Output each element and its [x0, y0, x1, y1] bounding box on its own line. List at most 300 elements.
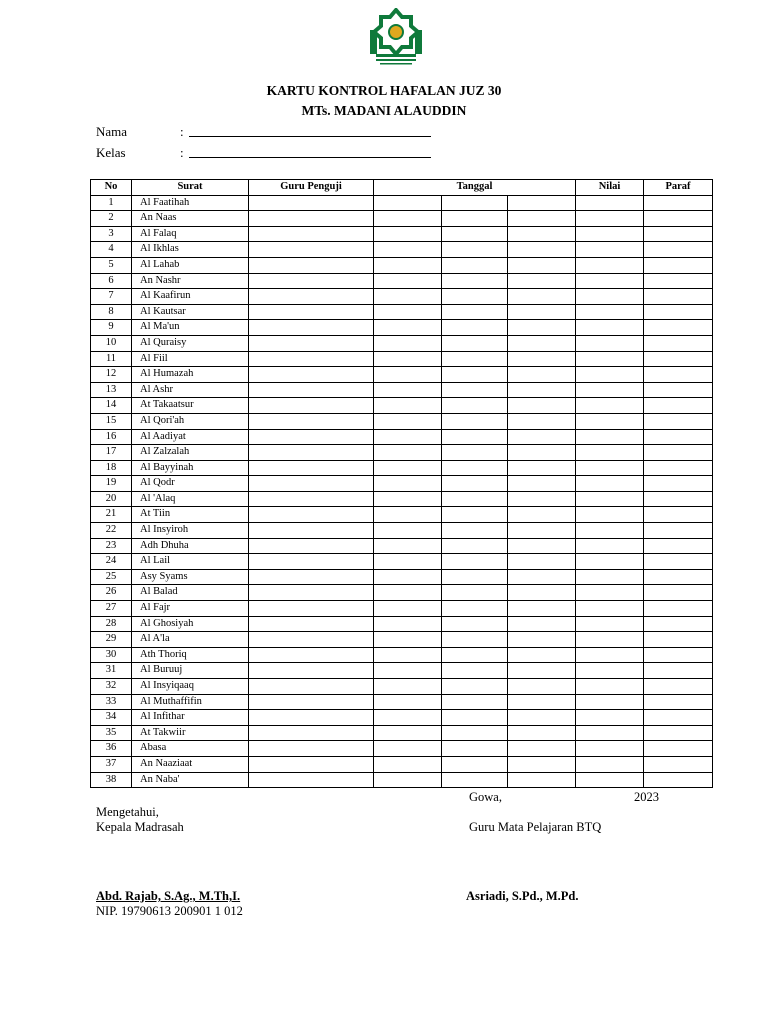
- cell-tanggal-1[interactable]: [374, 257, 442, 273]
- cell-tanggal-2[interactable]: [442, 569, 508, 585]
- cell-tanggal-1[interactable]: [374, 756, 442, 772]
- cell-tanggal-2[interactable]: [442, 320, 508, 336]
- cell-nilai[interactable]: [576, 694, 644, 710]
- cell-guru-penguji[interactable]: [249, 226, 374, 242]
- cell-guru-penguji[interactable]: [249, 429, 374, 445]
- row-surat: Al Zalzalah: [132, 445, 249, 461]
- cell-paraf[interactable]: [644, 507, 713, 523]
- cell-paraf[interactable]: [644, 772, 713, 788]
- cell-tanggal-3[interactable]: [508, 429, 576, 445]
- table-row: [91, 616, 713, 632]
- signatory-right-name: Asriadi, S.Pd., M.Pd.: [466, 889, 579, 903]
- cell-tanggal-2[interactable]: [442, 335, 508, 351]
- cell-tanggal-3[interactable]: [508, 491, 576, 507]
- cell-tanggal-3[interactable]: [508, 616, 576, 632]
- row-surat: Al Qori'ah: [132, 413, 249, 429]
- cell-guru-penguji[interactable]: [249, 601, 374, 617]
- cell-tanggal-2[interactable]: [442, 195, 508, 211]
- cell-tanggal-1[interactable]: [374, 382, 442, 398]
- cell-tanggal-3[interactable]: [508, 445, 576, 461]
- table-row: [91, 429, 713, 445]
- row-no: 30: [91, 647, 132, 663]
- cell-tanggal-3[interactable]: [508, 398, 576, 414]
- cell-tanggal-1[interactable]: [374, 429, 442, 445]
- cell-tanggal-3[interactable]: [508, 413, 576, 429]
- row-surat: Al Fiil: [132, 351, 249, 367]
- cell-guru-penguji[interactable]: [249, 257, 374, 273]
- cell-nilai[interactable]: [576, 242, 644, 258]
- cell-nilai[interactable]: [576, 491, 644, 507]
- cell-tanggal-2[interactable]: [442, 273, 508, 289]
- cell-tanggal-3[interactable]: [508, 663, 576, 679]
- cell-guru-penguji[interactable]: [249, 507, 374, 523]
- cell-tanggal-2[interactable]: [442, 616, 508, 632]
- cell-paraf[interactable]: [644, 398, 713, 414]
- cell-tanggal-2[interactable]: [442, 242, 508, 258]
- cell-tanggal-3[interactable]: [508, 507, 576, 523]
- cell-nilai[interactable]: [576, 569, 644, 585]
- cell-tanggal-2[interactable]: [442, 725, 508, 741]
- cell-tanggal-1[interactable]: [374, 289, 442, 305]
- row-no: 9: [91, 320, 132, 336]
- cell-tanggal-3[interactable]: [508, 679, 576, 695]
- cell-tanggal-1[interactable]: [374, 585, 442, 601]
- table-row: [91, 335, 713, 351]
- cell-tanggal-1[interactable]: [374, 195, 442, 211]
- row-surat: Al Bayyinah: [132, 460, 249, 476]
- cell-paraf[interactable]: [644, 226, 713, 242]
- cell-guru-penguji[interactable]: [249, 741, 374, 757]
- cell-tanggal-3[interactable]: [508, 538, 576, 554]
- cell-nilai[interactable]: [576, 273, 644, 289]
- cell-nilai[interactable]: [576, 335, 644, 351]
- table-row: [91, 398, 713, 414]
- row-no: 34: [91, 710, 132, 726]
- cell-paraf[interactable]: [644, 382, 713, 398]
- cell-nilai[interactable]: [576, 679, 644, 695]
- cell-nilai[interactable]: [576, 632, 644, 648]
- cell-tanggal-3[interactable]: [508, 585, 576, 601]
- cell-guru-penguji[interactable]: [249, 351, 374, 367]
- row-surat: Al Humazah: [132, 367, 249, 383]
- row-surat: At Tiin: [132, 507, 249, 523]
- table-row: [91, 367, 713, 383]
- cell-tanggal-2[interactable]: [442, 304, 508, 320]
- cell-paraf[interactable]: [644, 289, 713, 305]
- cell-tanggal-2[interactable]: [442, 554, 508, 570]
- cell-paraf[interactable]: [644, 413, 713, 429]
- cell-guru-penguji[interactable]: [249, 413, 374, 429]
- cell-tanggal-1[interactable]: [374, 601, 442, 617]
- row-no: 4: [91, 242, 132, 258]
- cell-tanggal-1[interactable]: [374, 211, 442, 227]
- cell-nilai[interactable]: [576, 710, 644, 726]
- cell-tanggal-3[interactable]: [508, 382, 576, 398]
- cell-paraf[interactable]: [644, 663, 713, 679]
- cell-tanggal-1[interactable]: [374, 335, 442, 351]
- cell-paraf[interactable]: [644, 554, 713, 570]
- cell-guru-penguji[interactable]: [249, 538, 374, 554]
- cell-nilai[interactable]: [576, 413, 644, 429]
- cell-guru-penguji[interactable]: [249, 382, 374, 398]
- cell-guru-penguji[interactable]: [249, 211, 374, 227]
- cell-guru-penguji[interactable]: [249, 569, 374, 585]
- cell-guru-penguji[interactable]: [249, 585, 374, 601]
- cell-paraf[interactable]: [644, 476, 713, 492]
- cell-tanggal-1[interactable]: [374, 413, 442, 429]
- cell-tanggal-2[interactable]: [442, 289, 508, 305]
- row-surat: Al A'la: [132, 632, 249, 648]
- cell-paraf[interactable]: [644, 585, 713, 601]
- cell-tanggal-2[interactable]: [442, 756, 508, 772]
- cell-tanggal-1[interactable]: [374, 351, 442, 367]
- cell-guru-penguji[interactable]: [249, 679, 374, 695]
- cell-guru-penguji[interactable]: [249, 242, 374, 258]
- row-surat: Al Ghosiyah: [132, 616, 249, 632]
- cell-tanggal-3[interactable]: [508, 772, 576, 788]
- cell-guru-penguji[interactable]: [249, 335, 374, 351]
- row-surat: An Naba': [132, 772, 249, 788]
- row-no: 19: [91, 476, 132, 492]
- cell-tanggal-1[interactable]: [374, 538, 442, 554]
- cell-tanggal-1[interactable]: [374, 491, 442, 507]
- cell-paraf[interactable]: [644, 632, 713, 648]
- row-surat: Al Ikhlas: [132, 242, 249, 258]
- cell-tanggal-3[interactable]: [508, 710, 576, 726]
- cell-paraf[interactable]: [644, 429, 713, 445]
- table-row: [91, 211, 713, 227]
- cell-tanggal-1[interactable]: [374, 694, 442, 710]
- cell-nilai[interactable]: [576, 289, 644, 305]
- nama-field[interactable]: [189, 124, 431, 137]
- cell-tanggal-3[interactable]: [508, 523, 576, 539]
- table-row: [91, 647, 713, 663]
- cell-tanggal-2[interactable]: [442, 632, 508, 648]
- cell-tanggal-3[interactable]: [508, 289, 576, 305]
- cell-tanggal-2[interactable]: [442, 491, 508, 507]
- cell-tanggal-2[interactable]: [442, 460, 508, 476]
- cell-tanggal-3[interactable]: [508, 226, 576, 242]
- cell-tanggal-3[interactable]: [508, 304, 576, 320]
- cell-tanggal-3[interactable]: [508, 725, 576, 741]
- cell-nilai[interactable]: [576, 398, 644, 414]
- row-no: 31: [91, 663, 132, 679]
- cell-tanggal-1[interactable]: [374, 569, 442, 585]
- kelas-label: Kelas: [96, 145, 126, 160]
- cell-nilai[interactable]: [576, 257, 644, 273]
- cell-tanggal-3[interactable]: [508, 476, 576, 492]
- cell-tanggal-3[interactable]: [508, 460, 576, 476]
- cell-tanggal-3[interactable]: [508, 647, 576, 663]
- row-no: 10: [91, 335, 132, 351]
- table-row: [91, 554, 713, 570]
- cell-tanggal-1[interactable]: [374, 741, 442, 757]
- cell-nilai[interactable]: [576, 351, 644, 367]
- cell-tanggal-1[interactable]: [374, 554, 442, 570]
- cell-nilai[interactable]: [576, 756, 644, 772]
- row-no: 21: [91, 507, 132, 523]
- cell-tanggal-2[interactable]: [442, 523, 508, 539]
- cell-tanggal-1[interactable]: [374, 679, 442, 695]
- cell-tanggal-1[interactable]: [374, 507, 442, 523]
- cell-paraf[interactable]: [644, 725, 713, 741]
- cell-nilai[interactable]: [576, 523, 644, 539]
- cell-guru-penguji[interactable]: [249, 289, 374, 305]
- cell-guru-penguji[interactable]: [249, 476, 374, 492]
- cell-tanggal-2[interactable]: [442, 257, 508, 273]
- cell-paraf[interactable]: [644, 647, 713, 663]
- cell-nilai[interactable]: [576, 741, 644, 757]
- cell-tanggal-3[interactable]: [508, 367, 576, 383]
- cell-nilai[interactable]: [576, 507, 644, 523]
- cell-guru-penguji[interactable]: [249, 710, 374, 726]
- cell-guru-penguji[interactable]: [249, 647, 374, 663]
- cell-paraf[interactable]: [644, 710, 713, 726]
- cell-paraf[interactable]: [644, 538, 713, 554]
- cell-tanggal-1[interactable]: [374, 476, 442, 492]
- cell-tanggal-2[interactable]: [442, 429, 508, 445]
- cell-paraf[interactable]: [644, 741, 713, 757]
- cell-tanggal-3[interactable]: [508, 741, 576, 757]
- row-surat: An Naaziaat: [132, 756, 249, 772]
- table-row: [91, 601, 713, 617]
- cell-nilai[interactable]: [576, 585, 644, 601]
- cell-guru-penguji[interactable]: [249, 273, 374, 289]
- table-row: [91, 585, 713, 601]
- cell-nilai[interactable]: [576, 663, 644, 679]
- table-header-row: [91, 180, 713, 196]
- row-no: 29: [91, 632, 132, 648]
- cell-tanggal-2[interactable]: [442, 694, 508, 710]
- cell-guru-penguji[interactable]: [249, 523, 374, 539]
- cell-tanggal-2[interactable]: [442, 226, 508, 242]
- cell-tanggal-3[interactable]: [508, 632, 576, 648]
- cell-nilai[interactable]: [576, 601, 644, 617]
- row-surat: Al Falaq: [132, 226, 249, 242]
- cell-nilai[interactable]: [576, 195, 644, 211]
- cell-tanggal-2[interactable]: [442, 398, 508, 414]
- cell-tanggal-2[interactable]: [442, 538, 508, 554]
- cell-nilai[interactable]: [576, 538, 644, 554]
- table-row: [91, 491, 713, 507]
- cell-tanggal-2[interactable]: [442, 601, 508, 617]
- cell-nilai[interactable]: [576, 320, 644, 336]
- cell-paraf[interactable]: [644, 242, 713, 258]
- cell-tanggal-1[interactable]: [374, 226, 442, 242]
- cell-tanggal-2[interactable]: [442, 211, 508, 227]
- cell-tanggal-1[interactable]: [374, 367, 442, 383]
- cell-tanggal-3[interactable]: [508, 257, 576, 273]
- cell-tanggal-3[interactable]: [508, 351, 576, 367]
- row-surat: Al Lahab: [132, 257, 249, 273]
- cell-nilai[interactable]: [576, 367, 644, 383]
- cell-nilai[interactable]: [576, 226, 644, 242]
- cell-nilai[interactable]: [576, 211, 644, 227]
- cell-paraf[interactable]: [644, 273, 713, 289]
- cell-paraf[interactable]: [644, 460, 713, 476]
- cell-tanggal-1[interactable]: [374, 320, 442, 336]
- cell-paraf[interactable]: [644, 523, 713, 539]
- cell-guru-penguji[interactable]: [249, 195, 374, 211]
- cell-guru-penguji[interactable]: [249, 554, 374, 570]
- cell-paraf[interactable]: [644, 679, 713, 695]
- cell-tanggal-1[interactable]: [374, 663, 442, 679]
- cell-nilai[interactable]: [576, 460, 644, 476]
- cell-tanggal-1[interactable]: [374, 725, 442, 741]
- cell-guru-penguji[interactable]: [249, 491, 374, 507]
- cell-nilai[interactable]: [576, 616, 644, 632]
- table-row: [91, 413, 713, 429]
- cell-tanggal-2[interactable]: [442, 741, 508, 757]
- cell-tanggal-1[interactable]: [374, 242, 442, 258]
- cell-paraf[interactable]: [644, 445, 713, 461]
- kelas-colon: :: [180, 145, 184, 160]
- cell-guru-penguji[interactable]: [249, 725, 374, 741]
- row-no: 3: [91, 226, 132, 242]
- row-no: 1: [91, 195, 132, 211]
- cell-tanggal-1[interactable]: [374, 710, 442, 726]
- row-no: 26: [91, 585, 132, 601]
- row-surat: Al Infithar: [132, 710, 249, 726]
- table-row: [91, 382, 713, 398]
- row-no: 6: [91, 273, 132, 289]
- table-row: [91, 460, 713, 476]
- cell-tanggal-1[interactable]: [374, 445, 442, 461]
- cell-guru-penguji[interactable]: [249, 756, 374, 772]
- cell-tanggal-2[interactable]: [442, 647, 508, 663]
- cell-tanggal-3[interactable]: [508, 756, 576, 772]
- cell-tanggal-2[interactable]: [442, 772, 508, 788]
- cell-paraf[interactable]: [644, 304, 713, 320]
- cell-nilai[interactable]: [576, 725, 644, 741]
- cell-guru-penguji[interactable]: [249, 460, 374, 476]
- row-no: 8: [91, 304, 132, 320]
- col-header-surat: Surat: [132, 180, 249, 196]
- cell-guru-penguji[interactable]: [249, 616, 374, 632]
- cell-paraf[interactable]: [644, 351, 713, 367]
- table-row: [91, 569, 713, 585]
- cell-tanggal-3[interactable]: [508, 242, 576, 258]
- cell-guru-penguji[interactable]: [249, 445, 374, 461]
- cell-nilai[interactable]: [576, 554, 644, 570]
- cell-tanggal-1[interactable]: [374, 273, 442, 289]
- cell-paraf[interactable]: [644, 491, 713, 507]
- cell-tanggal-3[interactable]: [508, 335, 576, 351]
- cell-tanggal-1[interactable]: [374, 772, 442, 788]
- col-header-paraf: Paraf: [644, 180, 713, 196]
- row-surat: Al Qodr: [132, 476, 249, 492]
- cell-paraf[interactable]: [644, 257, 713, 273]
- cell-tanggal-3[interactable]: [508, 320, 576, 336]
- cell-nilai[interactable]: [576, 476, 644, 492]
- cell-paraf[interactable]: [644, 616, 713, 632]
- cell-paraf[interactable]: [644, 601, 713, 617]
- cell-tanggal-2[interactable]: [442, 445, 508, 461]
- cell-tanggal-1[interactable]: [374, 304, 442, 320]
- table-row: [91, 320, 713, 336]
- cell-nilai[interactable]: [576, 382, 644, 398]
- cell-tanggal-1[interactable]: [374, 460, 442, 476]
- row-surat: Al Faatihah: [132, 195, 249, 211]
- cell-paraf[interactable]: [644, 211, 713, 227]
- table-row: [91, 507, 713, 523]
- row-surat: At Takwiir: [132, 725, 249, 741]
- cell-tanggal-3[interactable]: [508, 211, 576, 227]
- table-body: [91, 195, 713, 788]
- footer-place: Gowa,: [469, 790, 502, 804]
- cell-tanggal-1[interactable]: [374, 523, 442, 539]
- cell-guru-penguji[interactable]: [249, 663, 374, 679]
- cell-paraf[interactable]: [644, 335, 713, 351]
- cell-tanggal-2[interactable]: [442, 413, 508, 429]
- row-no: 16: [91, 429, 132, 445]
- cell-guru-penguji[interactable]: [249, 320, 374, 336]
- cell-tanggal-1[interactable]: [374, 632, 442, 648]
- cell-tanggal-2[interactable]: [442, 476, 508, 492]
- cell-guru-penguji[interactable]: [249, 772, 374, 788]
- cell-tanggal-3[interactable]: [508, 694, 576, 710]
- cell-nilai[interactable]: [576, 429, 644, 445]
- cell-tanggal-3[interactable]: [508, 601, 576, 617]
- cell-nilai[interactable]: [576, 647, 644, 663]
- cell-paraf[interactable]: [644, 694, 713, 710]
- cell-tanggal-1[interactable]: [374, 616, 442, 632]
- row-surat: Adh Dhuha: [132, 538, 249, 554]
- cell-tanggal-3[interactable]: [508, 554, 576, 570]
- cell-paraf[interactable]: [644, 320, 713, 336]
- cell-paraf[interactable]: [644, 756, 713, 772]
- cell-tanggal-2[interactable]: [442, 663, 508, 679]
- row-no: 35: [91, 725, 132, 741]
- cell-tanggal-2[interactable]: [442, 367, 508, 383]
- cell-paraf[interactable]: [644, 195, 713, 211]
- footer-mengetahui: Mengetahui,: [96, 805, 159, 819]
- table-row: [91, 242, 713, 258]
- cell-tanggal-3[interactable]: [508, 569, 576, 585]
- cell-tanggal-2[interactable]: [442, 679, 508, 695]
- cell-guru-penguji[interactable]: [249, 367, 374, 383]
- cell-tanggal-2[interactable]: [442, 382, 508, 398]
- cell-nilai[interactable]: [576, 772, 644, 788]
- row-surat: Al Ma'un: [132, 320, 249, 336]
- cell-nilai[interactable]: [576, 304, 644, 320]
- cell-tanggal-2[interactable]: [442, 585, 508, 601]
- table-row: [91, 741, 713, 757]
- cell-paraf[interactable]: [644, 569, 713, 585]
- cell-tanggal-3[interactable]: [508, 273, 576, 289]
- row-surat: Al Insyiqaaq: [132, 679, 249, 695]
- cell-tanggal-2[interactable]: [442, 351, 508, 367]
- cell-tanggal-1[interactable]: [374, 398, 442, 414]
- school-name: MTs. MADANI ALAUDDIN: [301, 103, 467, 118]
- cell-guru-penguji[interactable]: [249, 304, 374, 320]
- cell-nilai[interactable]: [576, 445, 644, 461]
- cell-guru-penguji[interactable]: [249, 398, 374, 414]
- col-header-nilai: Nilai: [576, 180, 644, 196]
- row-surat: Al Balad: [132, 585, 249, 601]
- cell-tanggal-2[interactable]: [442, 710, 508, 726]
- madrasah-logo-icon: [366, 8, 426, 70]
- madrasah-logo: [366, 8, 426, 70]
- cell-guru-penguji[interactable]: [249, 632, 374, 648]
- cell-tanggal-2[interactable]: [442, 507, 508, 523]
- row-surat: Asy Syams: [132, 569, 249, 585]
- cell-tanggal-1[interactable]: [374, 647, 442, 663]
- kelas-field[interactable]: [189, 145, 431, 158]
- cell-paraf[interactable]: [644, 367, 713, 383]
- cell-guru-penguji[interactable]: [249, 694, 374, 710]
- cell-tanggal-3[interactable]: [508, 195, 576, 211]
